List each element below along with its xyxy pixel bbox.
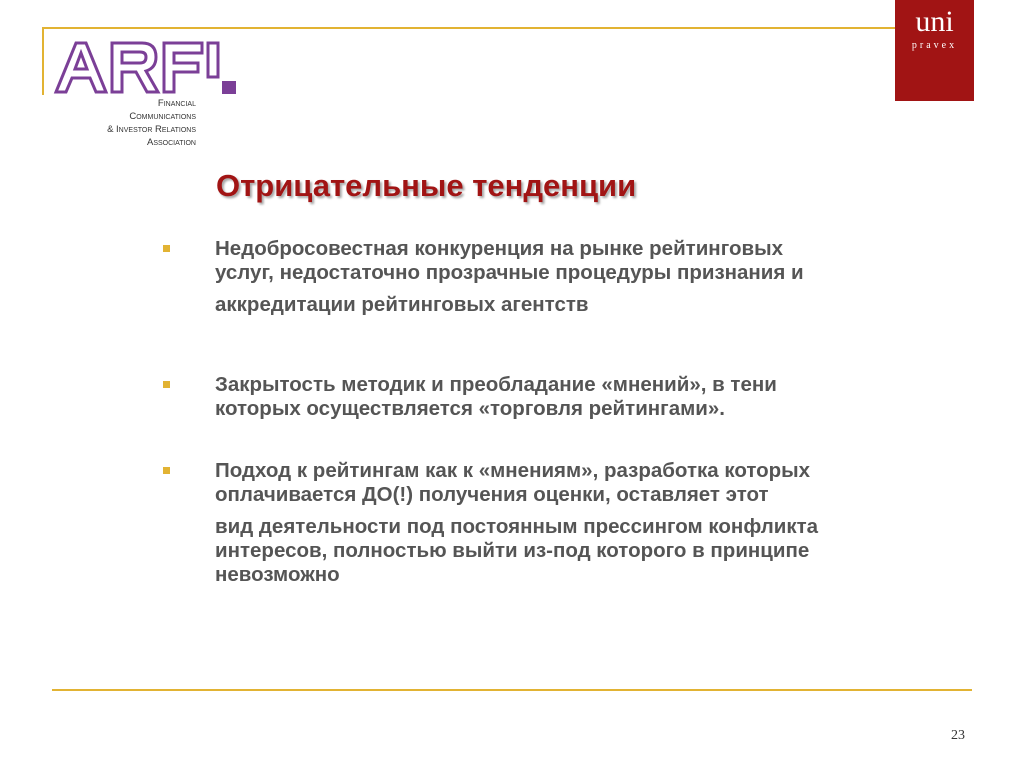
uni-logo-word: uni — [915, 5, 954, 38]
bullet-square-icon — [163, 245, 170, 252]
top-left-vertical-rule — [42, 27, 44, 95]
bullet-text: Закрытость методик и преобладание «мнений», в тени которых осуществляется «торговля рейтингами». — [215, 373, 777, 420]
top-horizontal-rule — [42, 27, 895, 29]
arfi-subtitle: Financial Communications & Investor Relations Association — [107, 98, 196, 148]
bottom-horizontal-rule — [52, 689, 972, 691]
uni-pravex-logo — [895, 0, 974, 101]
uni-logo-subtitle: pravex — [911, 40, 958, 51]
bullet-text: Подход к рейтингам как к «мнениям», разработка которых оплачивается ДО(!) получения оценки, оставляет этот вид деятельности под постоянным прессингом конфликта интересов, полностью выйти из-под которого в принципе невозможно — [215, 459, 819, 586]
bullet-square-icon — [163, 381, 170, 388]
bullet-square-icon — [163, 467, 170, 474]
arfi-logo — [52, 37, 238, 95]
bullet-text: Недобросовестная конкуренция на рынке рейтинговых услуг, недостаточно прозрачные процедуры признания и аккредитации рейтинговых агентств — [215, 237, 804, 316]
page-number: 23 — [951, 728, 965, 743]
slide-title: Отрицательные тенденции — [216, 168, 637, 203]
